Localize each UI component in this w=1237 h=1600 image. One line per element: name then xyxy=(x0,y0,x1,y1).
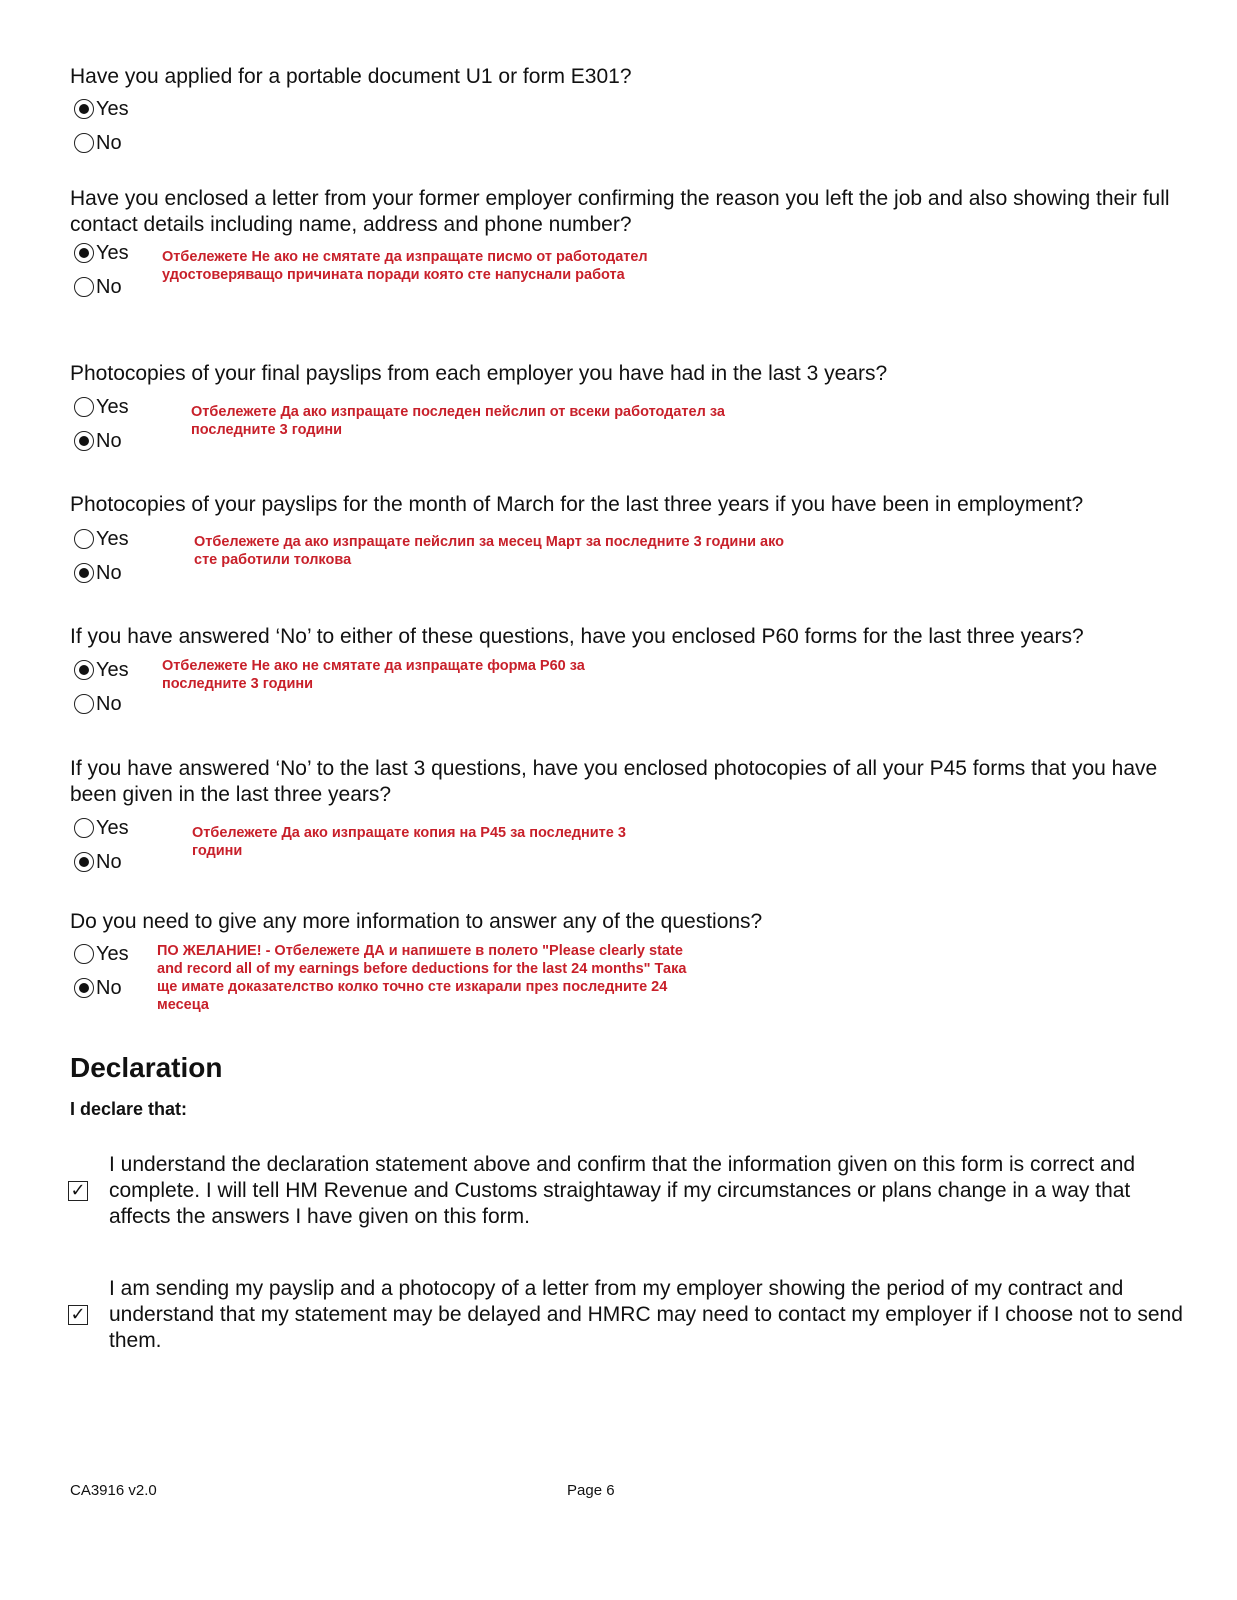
option-label: No xyxy=(96,976,122,999)
radio-empty-icon xyxy=(74,133,94,153)
option-label: No xyxy=(96,429,122,452)
radio-empty-icon xyxy=(74,529,94,549)
q5-annotation-note: Отбележете Не ако не смятате да изпращате форма P60 за последните 3 години xyxy=(162,658,585,692)
option-label: No xyxy=(96,692,122,715)
radio-selected-icon xyxy=(74,978,94,998)
q6-yes-radio[interactable] xyxy=(74,816,129,840)
q7-yes-radio[interactable] xyxy=(74,942,129,966)
question-1-text: Have you applied for a portable document U1 or form E301? xyxy=(70,65,632,88)
option-label: No xyxy=(96,561,122,584)
option-label: No xyxy=(96,850,122,873)
option-label: Yes xyxy=(96,816,129,839)
q4-annotation-note: Отбележете да ако изпращате пейслип за месец Март за последните 3 години ако сте работили толкова xyxy=(194,534,785,568)
q2-yes-radio[interactable] xyxy=(74,241,129,265)
q6-no-radio[interactable] xyxy=(74,850,122,874)
radio-selected-icon xyxy=(74,660,94,680)
q5-yes-radio[interactable] xyxy=(74,658,129,682)
q7-no-radio[interactable] xyxy=(74,976,122,1000)
question-6-text: If you have answered ‘No’ to the last 3 questions, have you enclosed photocopies of all your P45 forms that you have been given in the last three years? xyxy=(70,757,1158,806)
question-4-text: Photocopies of your payslips for the month of March for the last three years if you have been in employment? xyxy=(70,493,1084,516)
declaration-2-text: I am sending my payslip and a photocopy of a letter from my employer showing the period of my contract and understand that my statement may be delayed and HMRC may need to contact my employer if I choose not to send them. xyxy=(109,1277,1183,1352)
radio-empty-icon xyxy=(74,694,94,714)
question-2-text: Have you enclosed a letter from your former employer confirming the reason you left the job and also showing their full contact details including name, address and phone number? xyxy=(70,187,1170,236)
option-label: Yes xyxy=(96,395,129,418)
radio-selected-icon xyxy=(74,431,94,451)
question-5-text: If you have answered ‘No’ to either of these questions, have you enclosed P60 forms for the last three years? xyxy=(70,625,1084,648)
question-7-text: Do you need to give any more information to answer any of the questions? xyxy=(70,910,763,933)
declaration-1-text: I understand the declaration statement above and confirm that the information given on this form is correct and complete. I will tell HM Revenue and Customs straightaway if my circumstances or plans change in a way that affects the answers I have given on this form. xyxy=(109,1153,1136,1228)
radio-selected-icon xyxy=(74,563,94,583)
q6-annotation-note: Отбележете Да ако изпращате копия на P45 за последните 3 години xyxy=(192,825,626,859)
option-label: No xyxy=(96,275,122,298)
q4-no-radio[interactable] xyxy=(74,561,122,585)
option-label: Yes xyxy=(96,97,129,120)
declaration-2-checkbox[interactable] xyxy=(68,1305,88,1325)
q4-yes-radio[interactable] xyxy=(74,527,129,551)
radio-empty-icon xyxy=(74,277,94,297)
checkmark-icon: ✓ xyxy=(70,1180,86,1201)
form-code: CA3916 v2.0 xyxy=(70,1482,157,1499)
checkmark-icon: ✓ xyxy=(70,1304,86,1325)
radio-empty-icon xyxy=(74,944,94,964)
radio-empty-icon xyxy=(74,818,94,838)
option-label: Yes xyxy=(96,658,129,681)
radio-selected-icon xyxy=(74,99,94,119)
q2-annotation-note: Отбележете Не ако не смятате да изпращате писмо от работодател удостоверяващо причината поради която сте напуснали работа xyxy=(162,249,648,283)
q3-annotation-note: Отбележете Да ако изпращате последен пейслип от всеки работодател за последните 3 години xyxy=(191,404,725,438)
q3-no-radio[interactable] xyxy=(74,429,122,453)
question-3-text: Photocopies of your final payslips from each employer you have had in the last 3 years? xyxy=(70,362,888,385)
q1-yes-radio[interactable] xyxy=(74,97,129,121)
page-number: Page 6 xyxy=(567,1482,615,1499)
q1-no-radio[interactable] xyxy=(74,131,122,155)
q2-no-radio[interactable] xyxy=(74,275,122,299)
option-label: Yes xyxy=(96,241,129,264)
q5-no-radio[interactable] xyxy=(74,692,122,716)
option-label: Yes xyxy=(96,942,129,965)
declaration-1-checkbox[interactable] xyxy=(68,1181,88,1201)
radio-empty-icon xyxy=(74,397,94,417)
radio-selected-icon xyxy=(74,243,94,263)
option-label: No xyxy=(96,131,122,154)
radio-selected-icon xyxy=(74,852,94,872)
declaration-heading: Declaration xyxy=(70,1052,223,1083)
declaration-subheading: I declare that: xyxy=(70,1099,188,1119)
q3-yes-radio[interactable] xyxy=(74,395,129,419)
q7-annotation-note: ПО ЖЕЛАНИЕ! - Отбележете ДА и напишете в полето "Please clearly state and record all of my earnings before deductions for the last 24 months" Така ще имате доказателство колко точно сте изкарали през последните 24 месеца xyxy=(157,943,687,1013)
option-label: Yes xyxy=(96,527,129,550)
